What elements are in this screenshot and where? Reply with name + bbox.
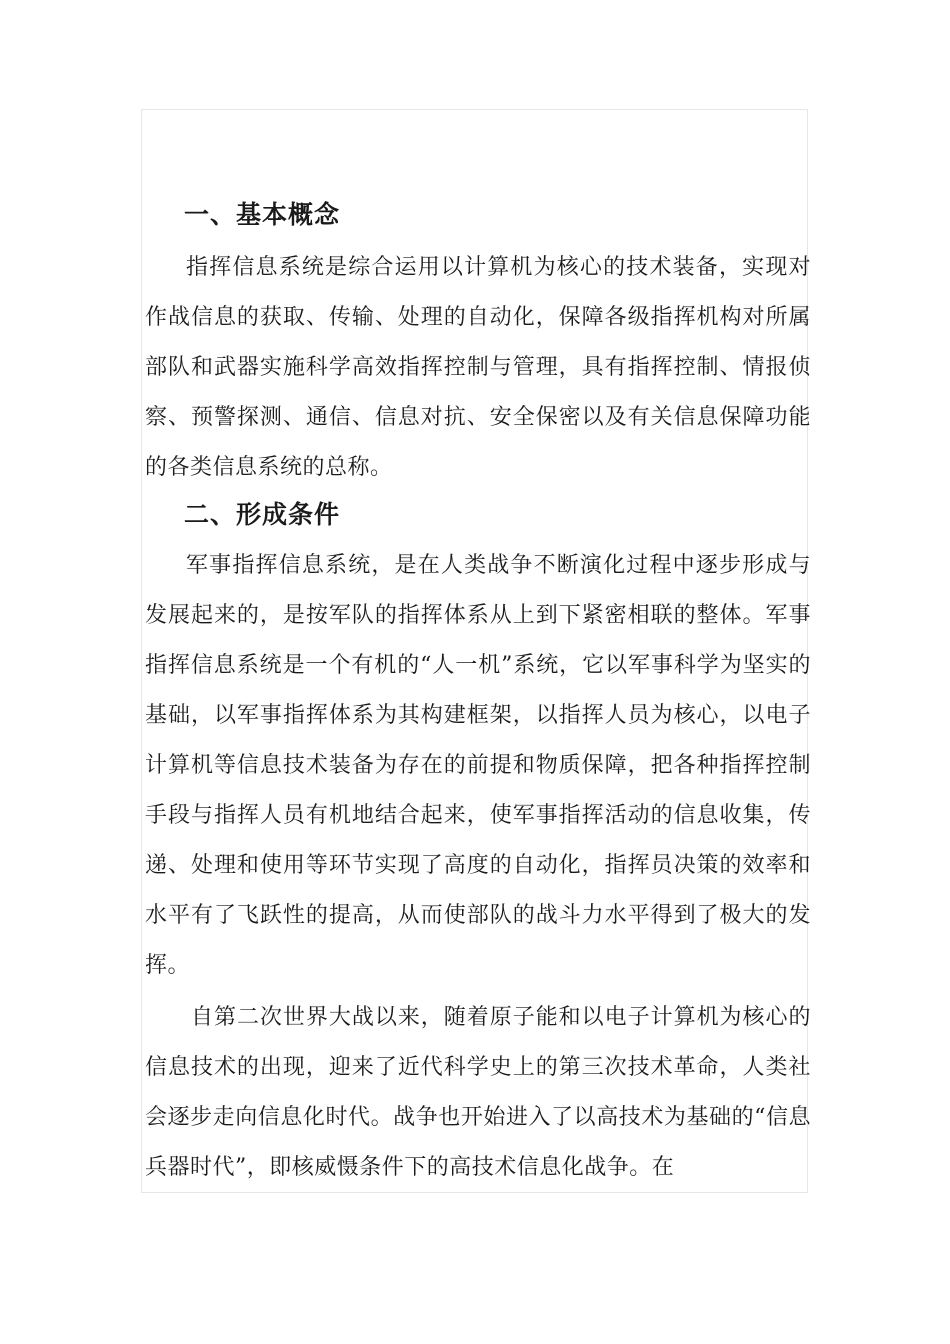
paragraph-formation: 军事指挥信息系统，是在人类战争不断演化过程中逐步形成与发展起来的，是按军队的指挥体系从上到下紧密相联的整体。军事指挥信息系统是一个有机的“人一机”系统，它以军事科学为坚实的基础，以军事指挥体系为其构建框架，以指挥人员为核心，以电子计算机等信息技术装备为存在的前提和物质保障，把各种指挥控制手段与指挥人员有机地结合起来，使军事指挥活动的信息收集，传递、处理和使用等环节实现了高度的自动化，指挥员决策的效率和水平有了飞跃性的提高，从而使部队的战斗力水平得到了极大的发挥。 <box>145 553 811 978</box>
paragraph-definition: 指挥信息系统是综合运用以计算机为核心的技术装备，实现对作战信息的获取、传输、处理的自动化，保障各级指挥机构对所属部队和武器实施科学高效指挥控制与管理，具有指挥控制、情报侦察、预警探测、通信、信息对抗、安全保密以及有关信息保障功能的各类信息系统的总称。 <box>145 255 811 480</box>
section-heading-basic-concept: 一、基本概念 <box>184 200 341 229</box>
document-body <box>145 193 811 1193</box>
paragraph-history: 自第二次世界大战以来，随着原子能和以电子计算机为核心的信息技术的出现，迎来了近代科学史上的第三次技术革命，人类社会逐步走向信息化时代。战争也开始进入了以高技术为基础的“信息兵器时代”，即核威慑条件下的高技术信息化战争。在 <box>145 1005 811 1180</box>
section-heading-formation-conditions: 二、形成条件 <box>184 500 341 529</box>
